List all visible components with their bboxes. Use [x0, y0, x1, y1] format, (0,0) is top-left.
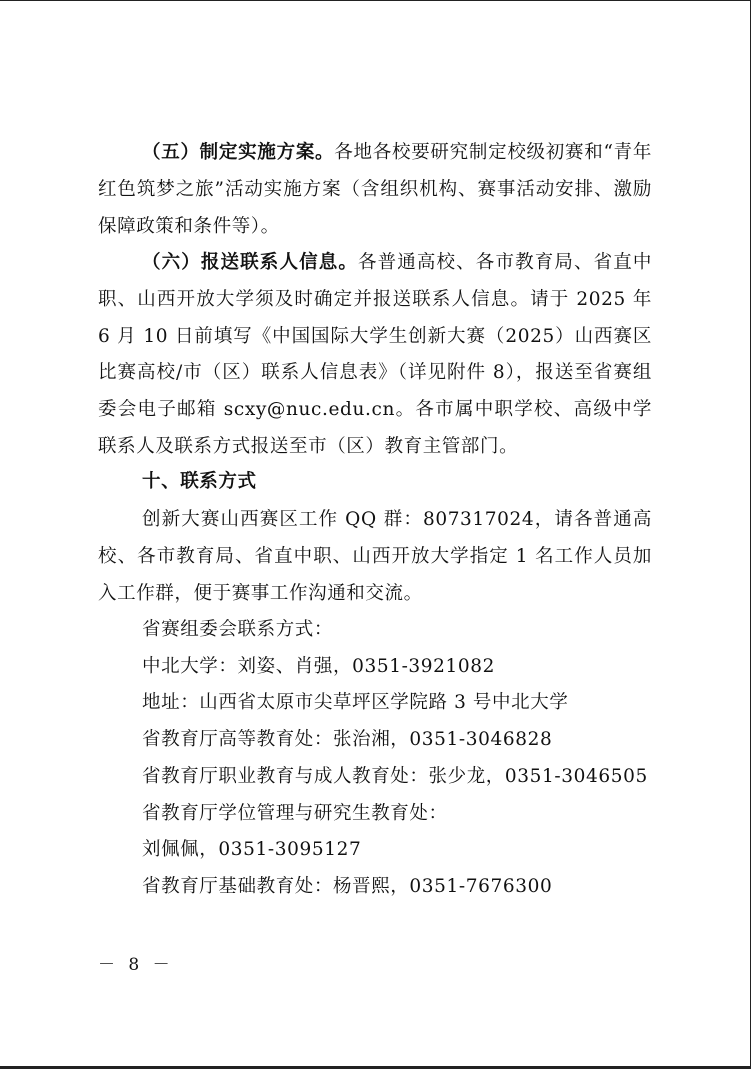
item-5-body: 各地各校要研究制定校级初赛和“青年红色筑梦之旅”活动实施方案（含组织机构、赛事活动安排、激励保障政策和条件等）。 [98, 142, 652, 237]
page-border-top [0, 0, 751, 1]
contact-line: 刘佩佩，0351-3095127 [142, 839, 362, 860]
section-item-5 [98, 135, 652, 245]
contact-line: 地址：山西省太原市尖草坪区学院路 3 号中北大学 [142, 692, 569, 713]
contact-line: 省教育厅学位管理与研究生教育处： [142, 803, 448, 824]
contact-line: 省赛组委会联系方式： [142, 619, 334, 640]
contact-line: 中北大学：刘姿、肖强，0351-3921082 [142, 656, 496, 677]
item-6-heading: （六）报送联系人信息。 [142, 252, 358, 273]
contact-line: 省教育厅高等教育处：张治湘，0351-3046828 [142, 729, 553, 750]
section-10-heading: 十、联系方式 [142, 471, 257, 492]
page-number: － 8 － [98, 955, 174, 975]
section-item-6 [98, 245, 652, 466]
section-10-intro: 创新大赛山西赛区工作 QQ 群：807317024，请各普通高校、各市教育局、省直中职、山西开放大学指定 1 名工作人员加入工作群，便于赛事工作沟通和交流。 [98, 509, 652, 604]
item-5-heading: （五）制定实施方案。 [142, 142, 335, 163]
contact-line: 省教育厅基础教育处：杨晋熙，0351-7676300 [142, 876, 553, 897]
item-6-body: 各普通高校、各市教育局、省直中职、山西开放大学须及时确定并报送联系人信息。请于 2025 年 6 月 10 日前填写《中国国际大学生创新大赛（2025）山西赛区比赛高校/市（区）联系人信息表》（详见附件 8），报送至省赛组委会电子邮箱 scxy@nuc.edu.cn。各市属中职学校、高级中学联系人及联系方式报送至市（区）教育主管部门。 [98, 252, 652, 457]
contact-line: 省教育厅职业教育与成人教育处：张少龙，0351-3046505 [142, 766, 648, 787]
